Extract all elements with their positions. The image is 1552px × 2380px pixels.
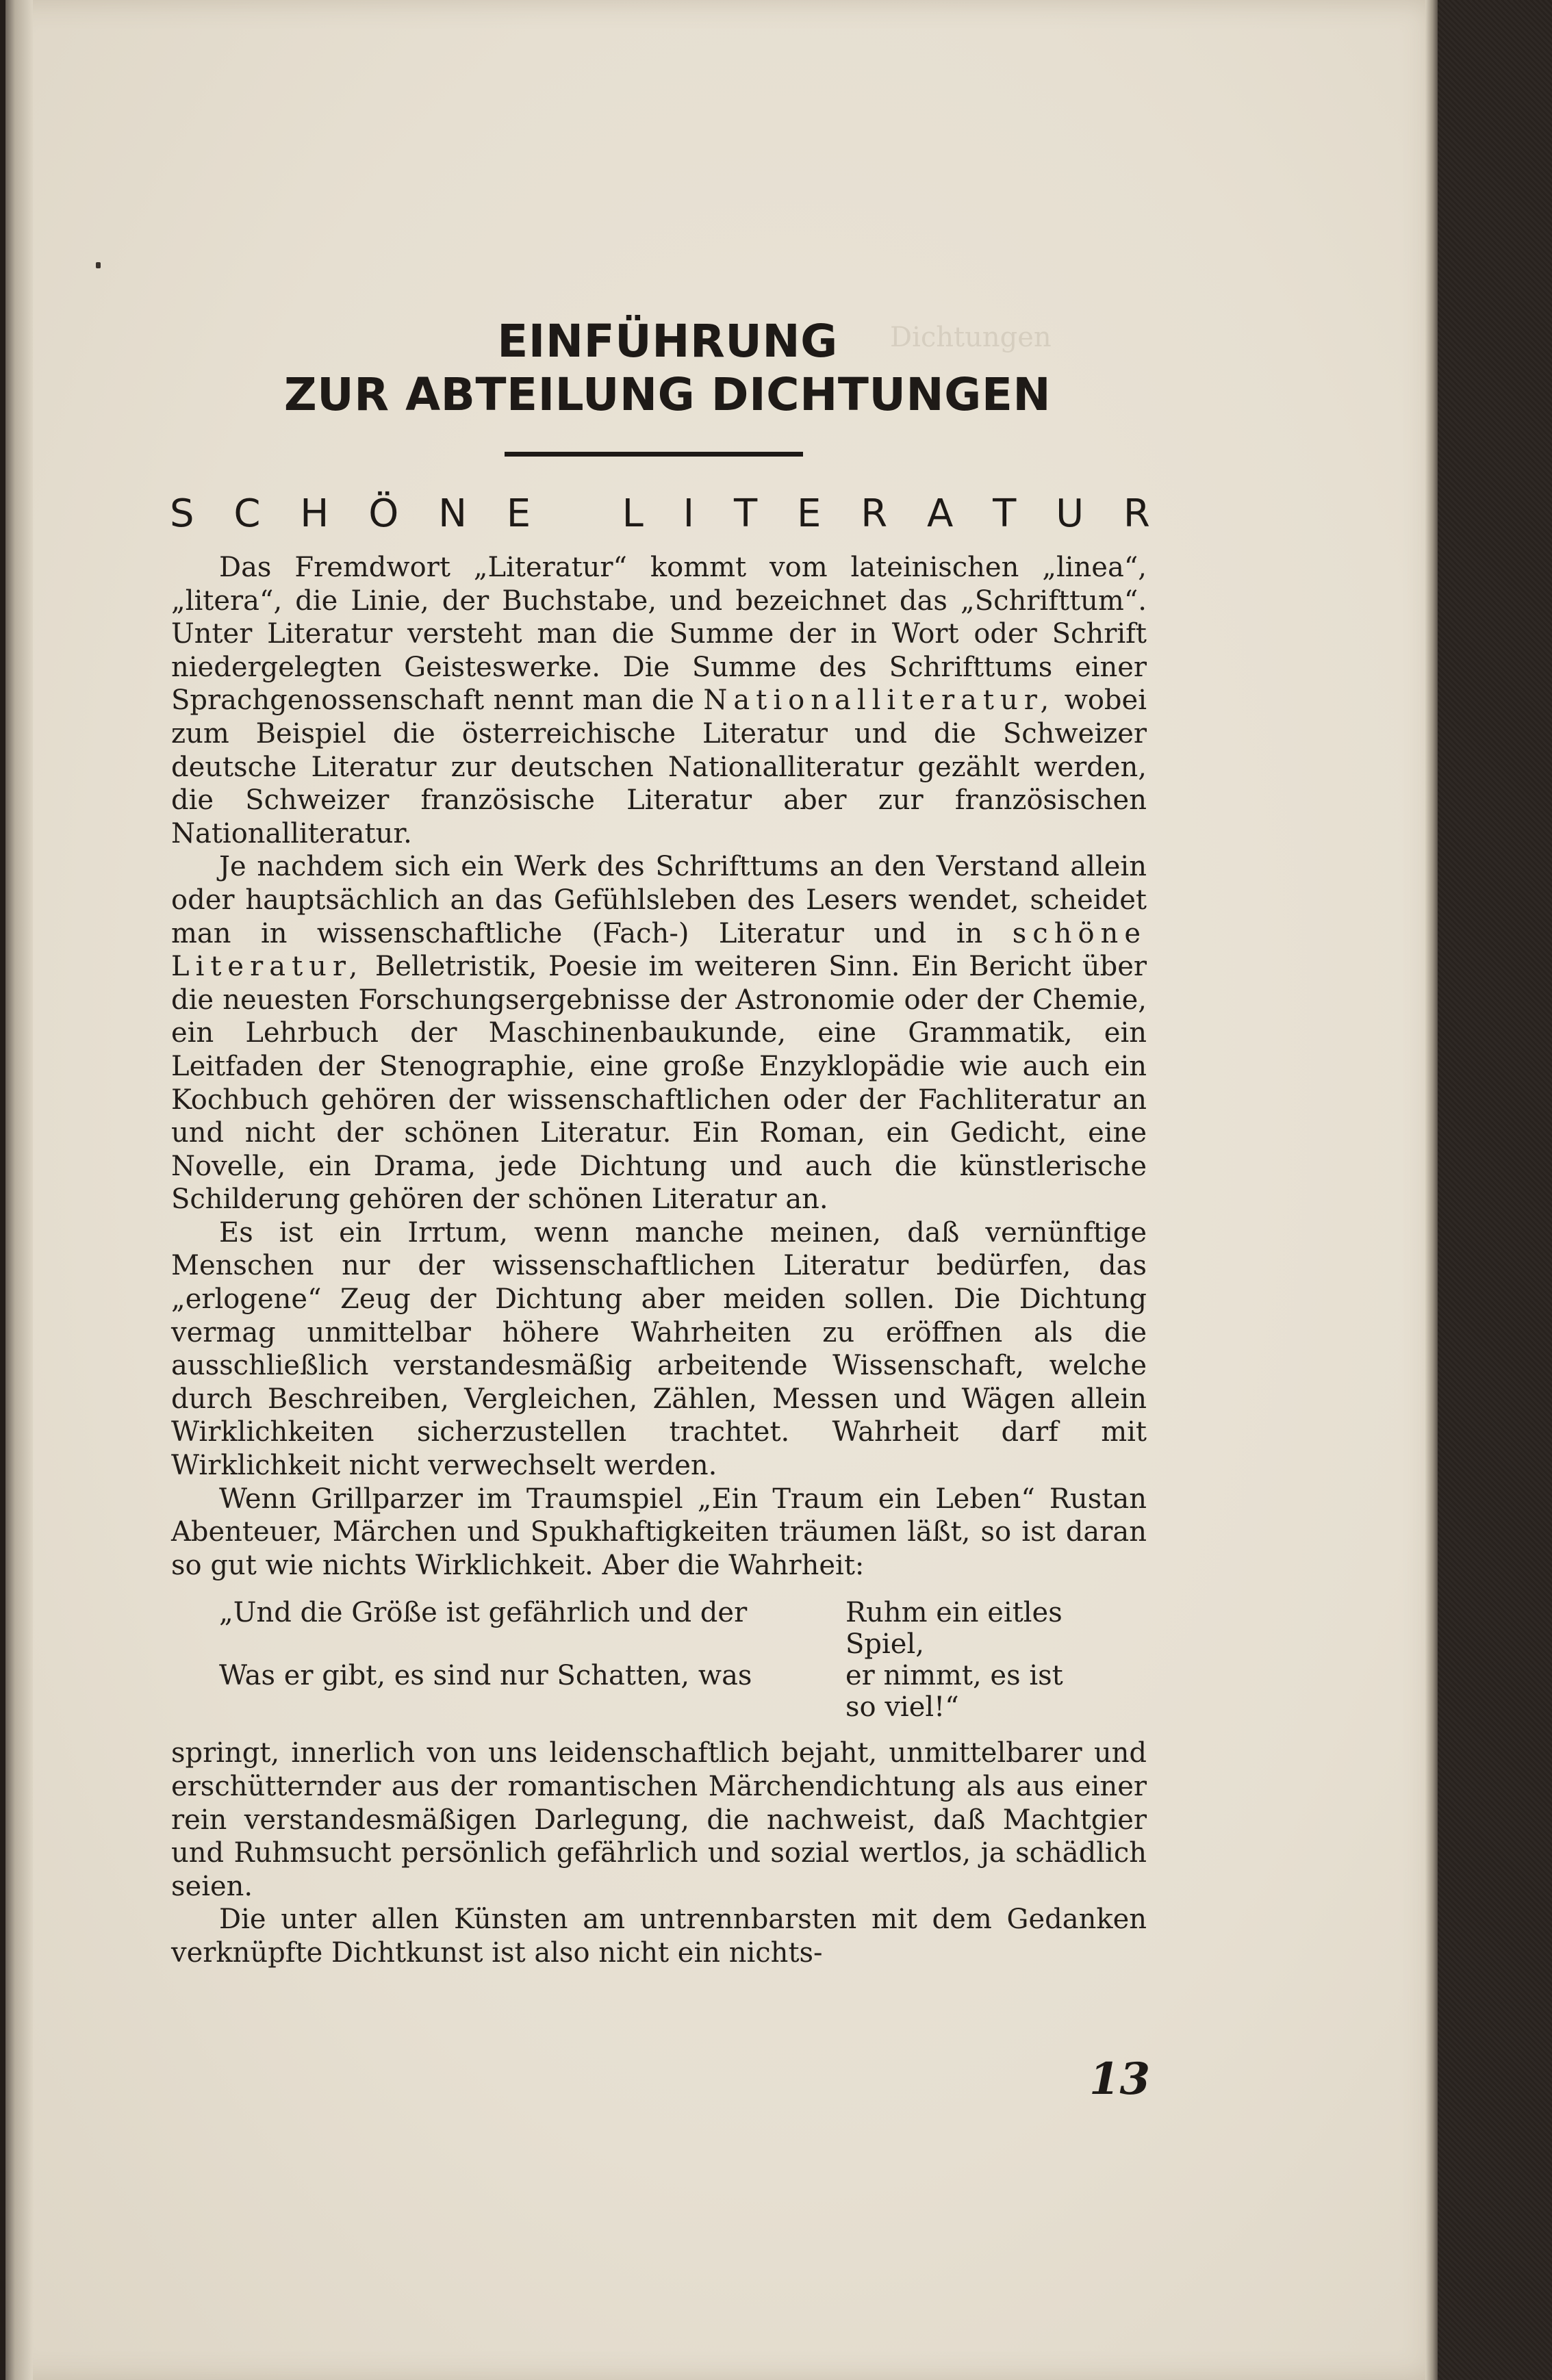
section-title-letter: T	[993, 491, 1017, 536]
section-title-letter: U	[1056, 491, 1084, 536]
paragraph-1-spaced: Nationalliteratur,	[703, 684, 1056, 717]
paragraph-2	[171, 850, 1147, 1216]
bleed-through-text: Dichtungen	[890, 322, 1052, 353]
verse-line-1a: „Und die Größe ist gefährlich und der	[219, 1597, 748, 1629]
paragraph-2-part-a: Je nachdem sich ein Werk des Schrifttums an den Verstand allein oder hauptsächlich an das Gefühlsleben des Lesers wendet, scheidet man in wissenschaftliche (Fach-) Literatur und in	[171, 851, 1147, 949]
paragraph-1-part-b: wobei zum Beispiel die österreichische Literatur und die Schweizer deutsche Literatur zur deutschen Nationalliteratur gezählt werden, die Schweizer französische Literatur aber zur französischen Nationalliteratur.	[171, 684, 1147, 849]
section-title-letter: E	[797, 491, 822, 536]
section-title-letter: C	[233, 491, 261, 536]
section-title-letter: I	[683, 491, 695, 536]
section-title-letter: S	[170, 491, 194, 536]
section-title-letter: E	[506, 491, 531, 536]
body-text	[171, 551, 1147, 1970]
page-binding-shadow	[5, 0, 33, 2380]
paragraph-2-part-b: Belletristik, Poesie im weiteren Sinn. Ein Bericht über die neuesten Forschungsergebnisse der Astronomie oder der Chemie, ein Lehrbuch der Maschinenbaukunde, eine Grammatik, ein Leitfaden der Stenographie, eine große Enzyklopädie wie auch ein Kochbuch gehören der wissenschaftlichen oder der Fachliteratur an und nicht der schönen Literatur. Ein Roman, ein Gedicht, eine Novelle, ein Drama, jede Dichtung und auch die künstlerische Schilderung gehören der schönen Literatur an.	[171, 951, 1147, 1216]
section-title-letter: L	[622, 491, 644, 536]
verse-quote	[171, 1597, 1147, 1723]
paragraph-1-part-a: Das Fremdwort „Literatur“ kommt vom lateinischen „linea“, „litera“, die Linie, der Buchstabe, und bezeichnet das „Schrifttum“. Unter Literatur versteht man die Summe der in Wort oder Schrift niedergelegten Geisteswerke. Die Summe des Schrifttums einer Sprachgenossenschaft nennt man die	[171, 552, 1147, 717]
page-edge	[1425, 0, 1438, 2380]
heading-rule	[505, 452, 803, 457]
paragraph-2-spaced: schöne Literatur,	[171, 917, 1147, 983]
paragraph-5: springt, innerlich von uns leidenschaftlich bejaht, unmittelbarer und erschütternder aus der romantischen Märchendichtung als aus einer rein verstandesmäßigen Darlegung, die nachweist, daß Machtgier und Ruhmsucht persönlich gefährlich und sozial wertlos, ja schädlich seien.	[171, 1737, 1147, 1902]
section-title-letter: R	[1123, 491, 1150, 536]
section-title-letter: Ö	[368, 491, 399, 536]
book-cover-edge	[1432, 0, 1552, 2380]
section-title	[170, 491, 1150, 536]
verse-line-2c: so viel!“	[845, 1691, 959, 1724]
page-number: 13	[1089, 2053, 1150, 2105]
verse-line-1b: Ruhm ein eitles	[845, 1597, 1063, 1629]
section-title-letter: N	[438, 491, 467, 536]
section-title-letter: A	[926, 491, 954, 536]
verse-line-2a: Was er gibt, es sind nur Schatten, was	[219, 1660, 752, 1692]
section-title-letter: H	[300, 491, 329, 536]
verse-line-2b: er nimmt, es ist	[845, 1660, 1063, 1692]
heading-line-1: EINFÜHRUNG	[497, 315, 838, 368]
paragraph-6: Die unter allen Künsten am untrennbarsten mit dem Gedanken verknüpfte Dichtkunst ist also nicht ein nichts-	[171, 1904, 1147, 1969]
verse-line-1c: Spiel,	[845, 1628, 924, 1661]
paragraph-1	[171, 551, 1147, 850]
section-title-letter	[570, 491, 583, 536]
ink-speck	[96, 262, 101, 268]
paragraph-4: Wenn Grillparzer im Traumspiel „Ein Traum ein Leben“ Rustan Abenteuer, Märchen und Spukhaftigkeiten träumen läßt, so ist daran so gut wie nichts Wirklichkeit. Aber die Wahrheit:	[171, 1483, 1147, 1581]
paragraph-3: Es ist ein Irrtum, wenn manche meinen, daß vernünftige Menschen nur der wissenschaftlichen Literatur bedürfen, das „erlogene“ Zeug der Dichtung aber meiden sollen. Die Dichtung vermag unmittelbar höhere Wahrheiten zu eröffnen als die ausschließlich verstandesmäßig arbeitende Wissenschaft, welche durch Beschreiben, Vergleichen, Zählen, Messen und Wägen allein Wirklichkeiten sicherzustellen trachtet. Wahrheit darf mit Wirklichkeit nicht verwechselt werden.	[171, 1216, 1147, 1482]
section-title-letter: T	[733, 491, 758, 536]
heading-line-2: ZUR ABTEILUNG DICHTUNGEN	[283, 368, 1052, 421]
section-title-letter: R	[861, 491, 888, 536]
